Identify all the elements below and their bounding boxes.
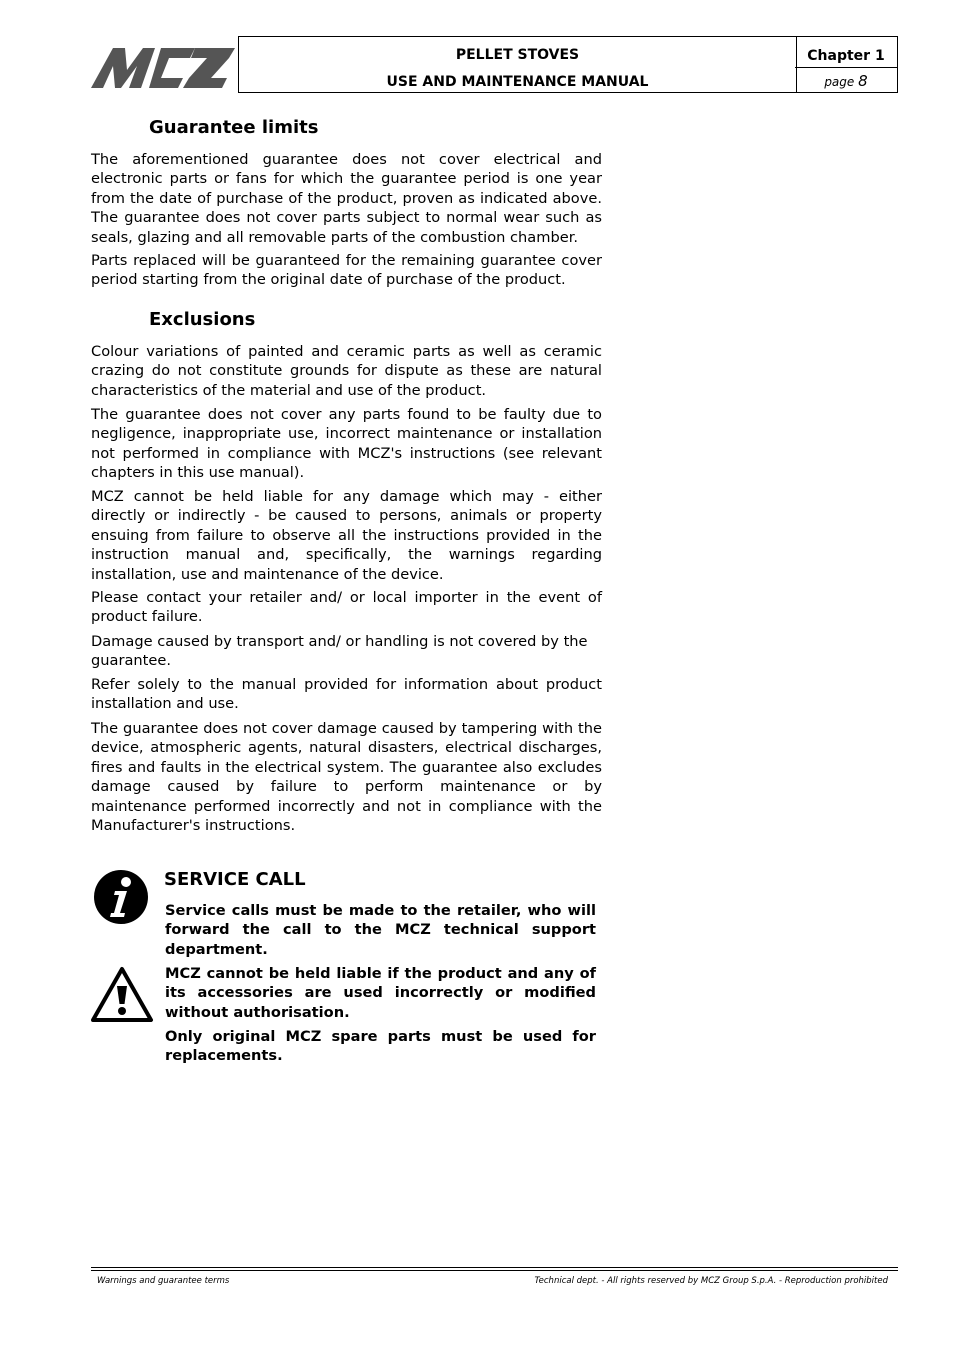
heading-service-call: SERVICE CALL bbox=[164, 869, 306, 890]
header-title-line2: USE AND MAINTENANCE MANUAL bbox=[386, 74, 649, 90]
header-title-line1: PELLET STOVES bbox=[455, 47, 580, 63]
mcz-logo bbox=[91, 42, 235, 88]
heading-exclusions: Exclusions bbox=[149, 309, 256, 330]
paragraph: Only original MCZ spare parts must be used for replacements. bbox=[165, 1028, 596, 1065]
warning-icon bbox=[90, 966, 154, 1023]
paragraph: MCZ cannot be held liable for any damage which may - either directly or indirectly - be caused to persons, animals or property ensuing from failure to observe all the instructions provided in the instruction manual and, specifically, the warnings regarding installation, use and maintenance of the device. bbox=[91, 488, 602, 583]
header-title-box bbox=[238, 36, 797, 93]
paragraph: MCZ cannot be held liable if the product and any of its accessories are used incorrectly or modified without authorisation. bbox=[165, 965, 596, 1021]
footer-left-text: Warnings and guarantee terms bbox=[97, 1276, 230, 1286]
paragraph: The guarantee does not cover damage caused by tampering with the device, atmospheric agents, natural disasters, electrical discharges, fires and faults in the electrical system. The guarantee also excludes damage caused by failure to perform maintenance or by maintenance performed incorrectly and not in compliance with the Manufacturer's instructions. bbox=[91, 720, 602, 835]
paragraph: Colour variations of painted and ceramic parts as well as ceramic crazing do not constitute grounds for dispute as these are natural characteristics of the material and use of the product. bbox=[91, 343, 602, 399]
paragraph: Service calls must be made to the retailer, who will forward the call to the MCZ technical support department. bbox=[165, 902, 596, 958]
footer-divider bbox=[91, 1270, 898, 1271]
paragraph: Damage caused by transport and/ or handling is not covered by the guarantee. bbox=[91, 633, 588, 670]
paragraph: The guarantee does not cover any parts found to be faulty due to negligence, inappropriate use, incorrect maintenance or installation not performed in compliance with MCZ's instructions (see relevant chapters in this use manual). bbox=[91, 406, 602, 482]
paragraph: Please contact your retailer and/ or local importer in the event of product failure. bbox=[91, 589, 602, 626]
page-number: 8 bbox=[858, 72, 868, 90]
paragraph: The aforementioned guarantee does not cover electrical and electronic parts or fans for which the guarantee period is one year from the date of purchase of the product, proven as indicated above. The guarantee does not cover parts subject to normal wear such as seals, glazing and all removable parts of the combustion chamber. bbox=[91, 151, 602, 246]
info-icon bbox=[93, 869, 149, 925]
footer-divider bbox=[91, 1267, 898, 1268]
page-label: page bbox=[824, 75, 855, 89]
paragraph: Parts replaced will be guaranteed for the remaining guarantee cover period starting from the original date of purchase of the product. bbox=[91, 252, 602, 289]
heading-guarantee-limits: Guarantee limits bbox=[149, 117, 319, 138]
page-indicator bbox=[795, 68, 897, 95]
paragraph: Refer solely to the manual provided for information about product installation and use. bbox=[91, 676, 602, 713]
header-chapter-box bbox=[795, 36, 898, 93]
footer-right-text: Technical dept. - All rights reserved by MCZ Group S.p.A. - Reproduction prohibited bbox=[534, 1276, 888, 1286]
page-header bbox=[91, 36, 898, 93]
chapter-label: Chapter 1 bbox=[795, 37, 897, 68]
